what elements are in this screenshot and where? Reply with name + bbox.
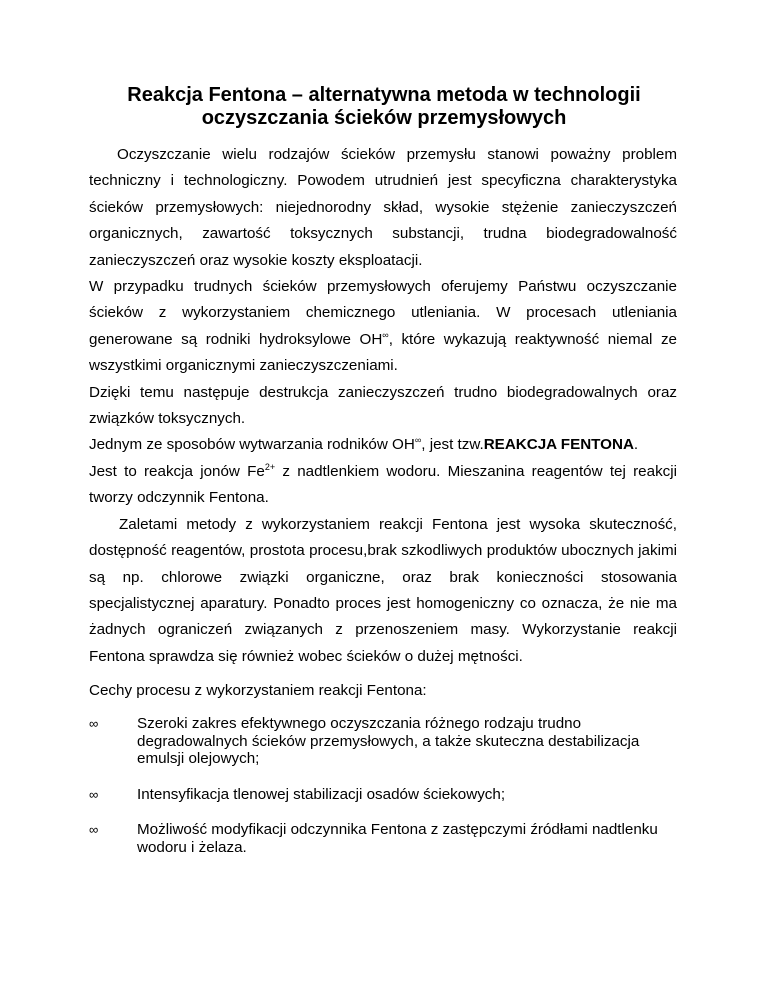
features-list bbox=[89, 715, 689, 874]
infinity-bullet-icon: ∞ bbox=[89, 716, 99, 731]
paragraph-destruction: Dzięki temu następuje destrukcja zanieczyszczeń trudno biodegradowalnych oraz związków toksycznych. bbox=[89, 383, 677, 428]
paragraph-oxidation bbox=[89, 274, 677, 380]
paragraph-radicals bbox=[89, 432, 677, 458]
list-item bbox=[89, 821, 689, 856]
paragraph-radicals-text-1: Jednym ze sposobów wytwarzania rodników OH bbox=[89, 436, 415, 454]
paragraph-radicals-text-2: , jest tzw. bbox=[421, 436, 484, 454]
features-heading: Cechy procesu z wykorzystaniem reakcji Fentona: bbox=[89, 682, 427, 699]
title-line-1: Reakcja Fentona – alternatywna metoda w technologii bbox=[127, 84, 641, 106]
document-title bbox=[80, 84, 688, 130]
list-item-text: Intensyfikacja tlenowej stabilizacji osadów ściekowych; bbox=[137, 785, 506, 803]
list-item bbox=[89, 786, 689, 804]
paragraph-advantages: Zaletami metody z wykorzystaniem reakcji Fentona jest wysoka skuteczność, dostępność reagentów, prostota procesu,brak szkodliwych produktów ubocznych jakimi są np. chlorowe związki organiczne, oraz brak konieczności stosowania specjalistycznej aparatury. Ponadto proces jest homogeniczny co oznacza, że nie ma żadnych ograniczeń związanych z przenoszeniem masy. Wykorzystanie reakcji Fentona sprawdza się również wobec ścieków o dużej mętności. bbox=[89, 515, 677, 665]
iron-charge: 2+ bbox=[264, 461, 276, 472]
paragraph-fenton-reagent-text-1: Jest to reakcja jonów Fe bbox=[89, 462, 265, 480]
paragraph-intro: Oczyszczanie wielu rodzajów ścieków przemysłu stanowi poważny problem techniczny i technologiczny. Powodem utrudnień jest specyficzna charakterystyka ścieków przemysłowych: niejednorodny skład, wysokie stężenie zanieczyszczeń organicznych, zawartość toksycznych substancji, trudna biodegradowalność zanieczyszczeń oraz wysokie koszty eksploatacji. bbox=[89, 146, 677, 269]
radical-mark: ∞ bbox=[414, 435, 422, 446]
radical-mark: ∞ bbox=[382, 329, 389, 340]
paragraph-oxidation-text-2: , które wykazują reaktywność niemal ze wszystkimi organicznymi zanieczyszczeniami. bbox=[89, 330, 678, 375]
infinity-bullet-icon: ∞ bbox=[89, 786, 99, 802]
list-item-text: Możliwość modyfikacji odczynnika Fentona z zastępczymi źródłami nadtlenku wodoru i żelaza. bbox=[137, 821, 658, 856]
title-line-2: oczyszczania ścieków przemysłowych bbox=[201, 107, 567, 129]
fenton-reaction-emphasis: REAKCJA FENTONA bbox=[483, 436, 634, 454]
document-body bbox=[89, 142, 677, 670]
list-item-text: Szeroki zakres efektywnego oczyszczania różnego rodzaju trudno degradowalnych ścieków przemysłowych, a także skuteczna destabilizacja emulsji olejowych; bbox=[137, 715, 640, 767]
paragraph-fenton-reagent bbox=[89, 459, 677, 512]
paragraph-radicals-period: . bbox=[633, 436, 639, 454]
list-item bbox=[89, 715, 689, 768]
infinity-bullet-icon: ∞ bbox=[89, 822, 99, 837]
paragraph-fenton-reagent-text-2: z nadtlenkiem wodoru. Mieszanina reagentów tej reakcji tworzy odczynnik Fentona. bbox=[89, 462, 677, 507]
paragraph-oxidation-text-1: W przypadku trudnych ścieków przemysłowych oferujemy Państwu oczyszczanie ścieków z wykorzystaniem chemicznego utleniania. W procesach utleniania generowane są rodniki hydroksylowe OH bbox=[89, 278, 677, 348]
